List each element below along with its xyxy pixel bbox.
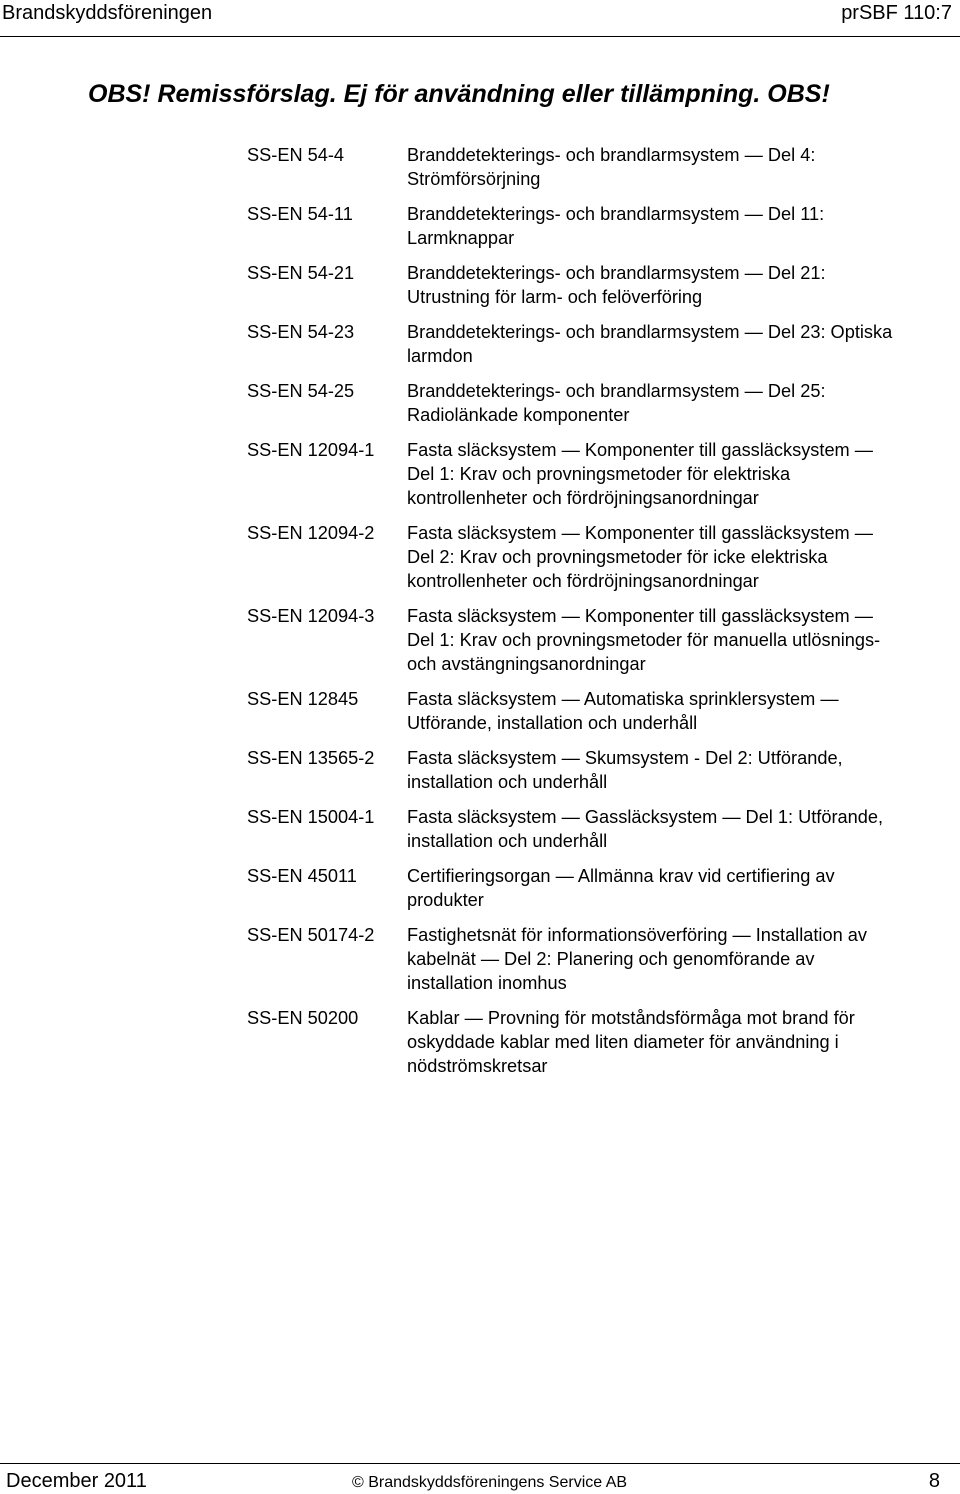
reference-title: Fasta släcksystem — Skumsystem - Del 2: Utförande, installation och underhåll xyxy=(407,748,843,792)
header-organization: Brandskyddsföreningen xyxy=(2,2,213,24)
reference-title: Certifieringsorgan — Allmänna krav vid certifiering av produkter xyxy=(407,866,835,910)
reference-title: Branddetekterings- och brandlarmsystem — Del 4: Strömförsörjning xyxy=(407,145,816,189)
reference-title: Fasta släcksystem — Komponenter till gassläcksystem — Del 2: Krav och provningsmetoder för icke elektriska kontrollenheter och fördröjningsanordningar xyxy=(407,523,873,591)
reference-code: SS-EN 54-4 xyxy=(247,145,345,165)
reference-code: SS-EN 12094-3 xyxy=(247,606,375,626)
header-doc-id: prSBF 110:7 xyxy=(841,2,952,24)
reference-title: Fastighetsnät för informationsöverföring — Installation av kabelnät — Del 2: Planering och genomförande av installation inomhus xyxy=(407,925,867,993)
reference-code: SS-EN 54-23 xyxy=(247,322,355,342)
reference-item xyxy=(247,379,959,427)
reference-item xyxy=(247,604,959,676)
page-header xyxy=(0,0,960,37)
reference-title: Fasta släcksystem — Komponenter till gassläcksystem — Del 1: Krav och provningsmetoder för elektriska kontrollenheter och fördröjningsanordningar xyxy=(407,440,873,508)
reference-item xyxy=(247,143,959,191)
footer-date: December 2011 xyxy=(6,1470,147,1492)
reference-item xyxy=(247,261,959,309)
page-number: 8 xyxy=(928,1470,940,1492)
reference-title: Fasta släcksystem — Komponenter till gassläcksystem — Del 1: Krav och provningsmetoder för manuella utlösnings- och avstängningsanordningar xyxy=(407,606,881,674)
reference-item xyxy=(247,521,959,593)
reference-title: Fasta släcksystem — Automatiska sprinklersystem — Utförande, installation och underhåll xyxy=(407,689,839,733)
reference-code: SS-EN 50174-2 xyxy=(247,925,375,945)
reference-item xyxy=(247,687,959,735)
reference-item xyxy=(247,805,959,853)
reference-title: Branddetekterings- och brandlarmsystem — Del 23: Optiska larmdon xyxy=(407,322,893,366)
reference-title: Branddetekterings- och brandlarmsystem — Del 21: Utrustning för larm- och felöverföring xyxy=(407,263,826,307)
reference-list xyxy=(247,143,959,1089)
remiss-notice: OBS! Remissförslag. Ej för användning eller tillämpning. OBS! xyxy=(88,80,830,108)
reference-code: SS-EN 54-11 xyxy=(247,204,353,224)
reference-title: Kablar — Provning för motståndsförmåga mot brand för oskyddade kablar med liten diameter för användning i nödströmskretsar xyxy=(407,1008,855,1076)
reference-code: SS-EN 54-21 xyxy=(247,263,355,283)
reference-title: Branddetekterings- och brandlarmsystem — Del 11: Larmknappar xyxy=(407,204,825,248)
reference-title: Branddetekterings- och brandlarmsystem — Del 25: Radiolänkade komponenter xyxy=(407,381,826,425)
reference-item xyxy=(247,923,959,995)
page-footer xyxy=(0,1463,960,1494)
reference-item xyxy=(247,202,959,250)
reference-code: SS-EN 54-25 xyxy=(247,381,355,401)
reference-code: SS-EN 13565-2 xyxy=(247,748,375,768)
reference-title: Fasta släcksystem — Gassläcksystem — Del 1: Utförande, installation och underhåll xyxy=(407,807,884,851)
reference-code: SS-EN 12094-1 xyxy=(247,440,375,460)
reference-item xyxy=(247,746,959,794)
reference-item xyxy=(247,320,959,368)
reference-code: SS-EN 15004-1 xyxy=(247,807,375,827)
footer-copyright: © Brandskyddsföreningens Service AB xyxy=(352,1474,628,1491)
reference-code: SS-EN 45011 xyxy=(247,866,357,886)
reference-item xyxy=(247,1006,959,1078)
reference-item xyxy=(247,438,959,510)
reference-item xyxy=(247,864,959,912)
reference-code: SS-EN 12094-2 xyxy=(247,523,375,543)
reference-code: SS-EN 12845 xyxy=(247,689,359,709)
reference-code: SS-EN 50200 xyxy=(247,1008,359,1028)
